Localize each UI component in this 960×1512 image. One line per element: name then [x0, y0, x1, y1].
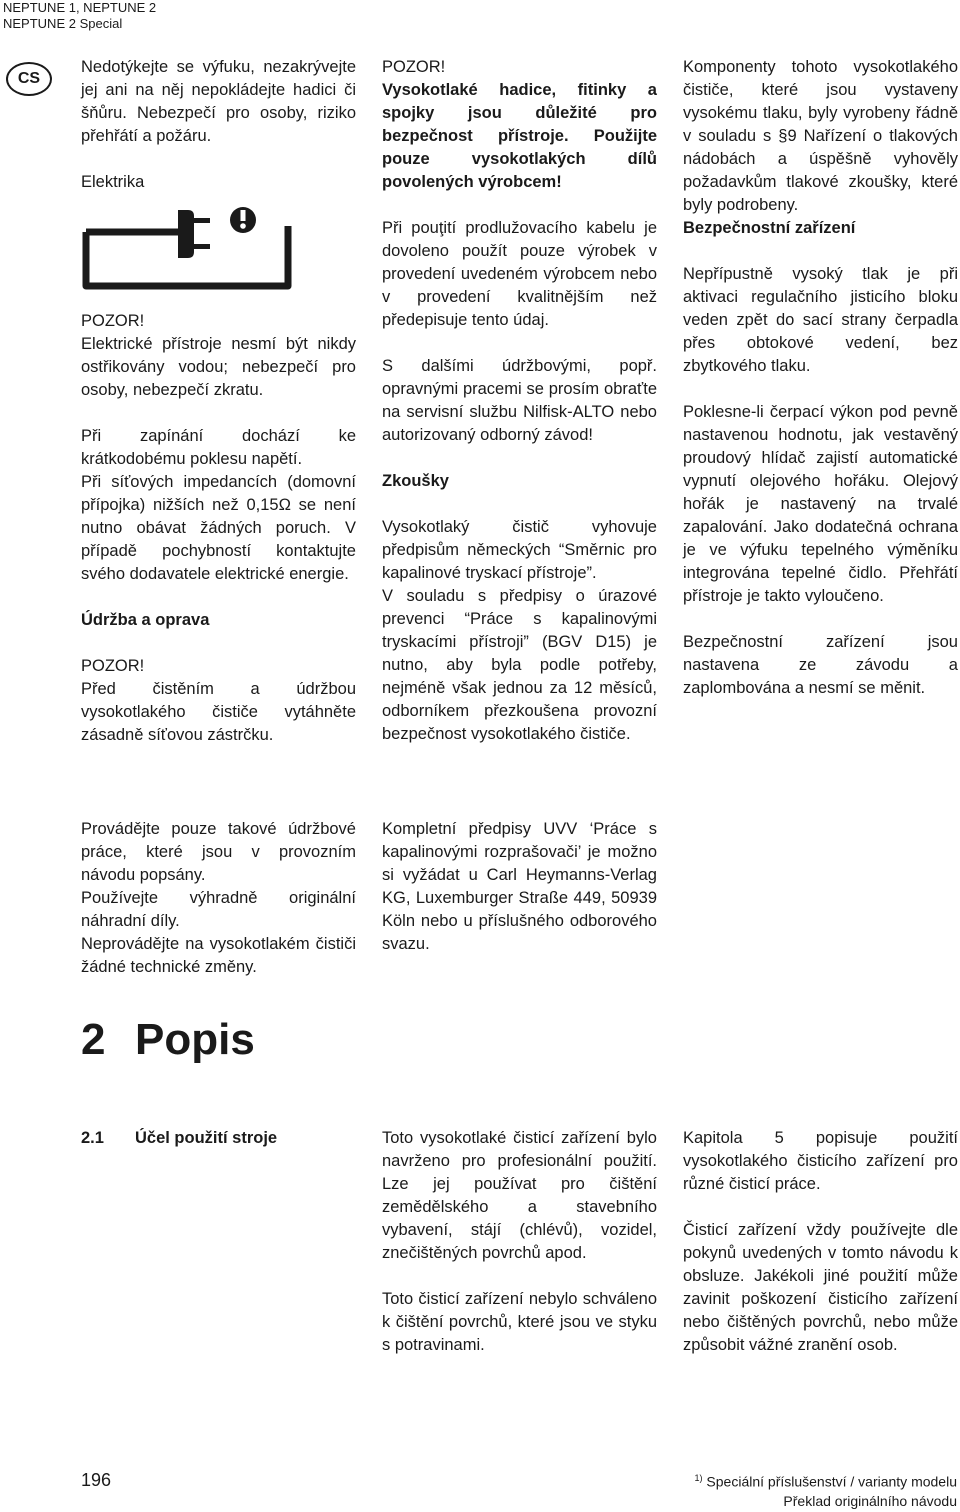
column-3	[683, 56, 958, 700]
document-header	[3, 0, 156, 32]
column-2-bottom	[382, 818, 657, 956]
column-1	[81, 56, 356, 194]
section-2-1-number: 2.1	[81, 1129, 104, 1147]
translation-note: Překlad originálního návodu	[783, 1492, 957, 1509]
service-text: S dalšími údržbovými, popř. opravnými pracemi se prosím obraťte na servisní službu Nilfisk-ALTO nebo autorizovaný odborný závod!	[382, 357, 657, 444]
electric-plug-icon	[82, 200, 294, 292]
chapter-5-text: Kapitola 5 popisuje použití vysokotlakého čisticího zařízení pro různé čisticí práce.	[683, 1129, 958, 1193]
language-badge: CS	[6, 62, 52, 96]
section-2-number: 2	[81, 1015, 106, 1064]
sealed-settings-text: Bezpečnostní zařízení jsou nastavena ze závodu a zaplombována a nesmí se měnit.	[683, 633, 958, 697]
footer-notes	[695, 1469, 957, 1511]
extension-cable-text: Při pouţití prodlužovacího kabelu je dovoleno použít pouze výrobek v provedení uvedeném výrobcem nebo v provedení kvalitnějším než předepisuje tento údaj.	[382, 219, 657, 329]
section-2-heading	[81, 1012, 255, 1068]
tests-inspection-text: V souladu s předpisy o úrazové prevenci “Práce s kapalinovými tryskacími přístroji” (BGV D15) je nutno, aby byla podle potřeby, nejméně však jednou za 12 měsíců, odborníkem přezkoušena provozní bezpečnost vysokotlakého čističe.	[382, 587, 657, 743]
header-model-line1: NEPTUNE 1, NEPTUNE 2	[3, 0, 157, 15]
exhaust-warning-text: Nedotýkejte se výfuku, nezakrývejte jej ani na něj nepokládejte hadici či šňůru. Nebezpečí pro osoby, riziko přehřátí a požáru.	[81, 58, 356, 145]
food-surfaces-text: Toto čisticí zařízení nebylo schváleno k čištění povrchů, které jsou ve styku s potravinami.	[382, 1290, 657, 1354]
section-2-1-col2	[382, 1127, 657, 1357]
electric-warning-text: Elektrické přístroje nesmí být nikdy ostřikovány vodou; nebezpečí pro osoby, nebezpečí zkratu.	[81, 335, 356, 399]
tests-directive-text: Vysokotlaký čistič vyhovuje předpisům německých “Směrnic pro kapalinové tryskací přístroje”.	[382, 518, 657, 582]
section-2-title: Popis	[135, 1015, 255, 1064]
safety-heading: Bezpečnostní zařízení	[683, 219, 856, 237]
electric-warning-label: POZOR!	[81, 312, 145, 330]
impedance-text: Při síťových impedancích (domovní přípojka) nižších než 0,15Ω se není nutno obávat žádných poruch. V případě pochybností kontaktujte svého dodavatele elektrické energie.	[81, 473, 356, 583]
footnote-marker: 1)	[694, 1473, 703, 1483]
maintenance-warning-text: Před čistěním a údržbou vysokotlakého čističe vytáhněte zásadně síťovou zástrčku.	[81, 680, 356, 744]
column-2	[382, 56, 657, 746]
hose-warning-label: POZOR!	[382, 58, 446, 76]
column-1-lower	[81, 310, 356, 747]
uvv-text: Kompletní předpisy UVV ‘Práce s kapalinovými rozprašovači’ je možno si vyžádat u Carl Heymanns-Verlag KG, Luxemburger Straße 449, 50939 Köln nebo u příslušného odborového svazu.	[382, 820, 657, 953]
maintenance-work-text: Provádějte pouze takové údržbové práce, které jsou v provozním návodu popsány.	[81, 820, 356, 884]
original-parts-text: Používejte výhradně originální náhradní díly.	[81, 889, 356, 930]
section-2-1-heading	[81, 1127, 277, 1150]
section-2-1-col3	[683, 1127, 958, 1357]
header-model-line2: NEPTUNE 2 Special	[3, 16, 123, 31]
voltage-drop-text: Při zapínání dochází ke krátkodobému poklesu napětí.	[81, 427, 356, 468]
components-text: Komponenty tohoto vysokotlakého čističe, které jsou vystaveny vysokému tlaku, byly vyrobeny řádně v souladu s §9 Nařízení o tlakových nádobách a úspěšně vyhověly požadavkům tlakové zkoušky, které byly podrobeny.	[683, 58, 958, 214]
tests-heading: Zkoušky	[382, 472, 449, 490]
footnote-text: Speciální příslušenství / varianty modelu	[706, 1473, 957, 1490]
maintenance-heading: Údržba a oprava	[81, 611, 210, 629]
hose-warning-text: Vysokotlaké hadice, fitinky a spojky jsou důležité pro bezpečnost přístroje. Použijte pouze vysokotlakých dílů povolených výrobcem!	[382, 81, 657, 191]
page-number: 196	[81, 1470, 112, 1490]
maintenance-warning-label: POZOR!	[81, 657, 145, 675]
no-changes-text: Neprovádějte na vysokotlakém čističi žádné technické změny.	[81, 935, 356, 976]
intended-use-text: Toto vysokotlaké čisticí zařízení bylo navrženo pro profesionální použití. Lze jej používat pro čištění zemědělského a stavebního vybavení, stájí (chlévů), vozidel, znečištěných povrchů apod.	[382, 1129, 657, 1262]
section-2-1-title: Účel použití stroje	[135, 1129, 278, 1147]
pressure-relief-text: Nepřípustně vysoký tlak je při aktivaci regulačního jisticího bloku veden zpět do sací strany čerpadla přes obtokové vedení, bez zbytkového tlaku.	[683, 265, 958, 375]
usage-instructions-text: Čisticí zařízení vždy používejte dle pokynů uvedených v tomto návodu k obsluze. Jakékoli jiné použití může zavinit poškození čisticího zařízení nebo čištěných povrchů, nebo může způsobit vážné zranění osob.	[683, 1221, 958, 1354]
elektrika-heading: Elektrika	[81, 173, 145, 191]
column-1-bottom	[81, 818, 356, 979]
burner-safety-text: Poklesne-li čerpací výkon pod pevně nastavenou hodnotu, jak vestavěný proudový hlídač zajistí automatické vypnutí olejového hořáku. Olejový hořák je nastavený na trvalé zapalování. Jako dodatečná ochrana je ve výfuku tepelného výměníku integrována tepelné čidlo. Přehřátí přístroje je takto vyloučeno.	[683, 403, 958, 605]
